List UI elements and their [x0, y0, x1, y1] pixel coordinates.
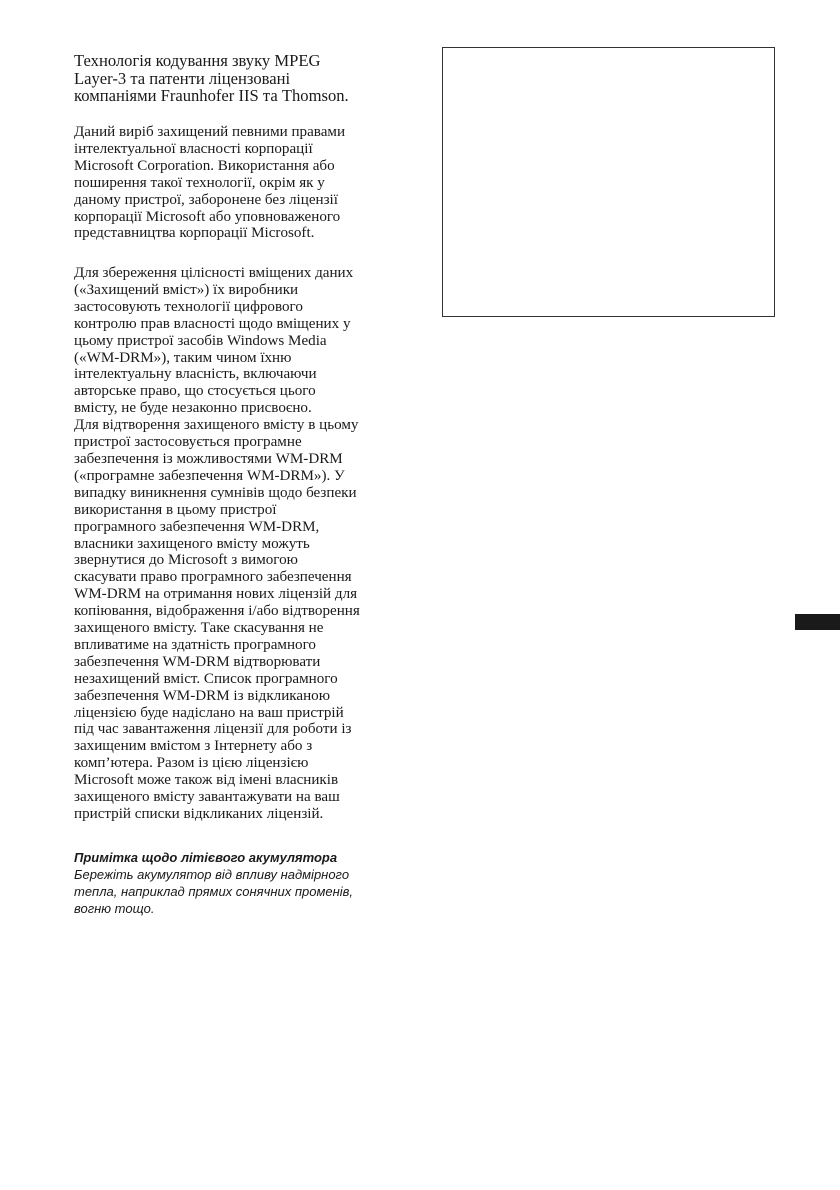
language-section-tab — [795, 614, 840, 630]
microsoft-ip-paragraph: Даний виріб захищений певними правами інтелектуальної власності корпорації Microsoft Corporation. Використання або поширення такої технології, окрім як у даному пристрої, заборонене без ліцензії корпорації Microsoft або уповноваженого представництва корпорації Microsoft. — [74, 124, 346, 242]
empty-frame — [442, 47, 775, 317]
battery-note-title: Примітка щодо літієвого акумулятора — [74, 850, 338, 865]
battery-note-body: Бережіть акумулятор від впливу надмірного тепла, наприклад прямих сонячних променів, вогню тощо. — [74, 867, 354, 916]
battery-note — [74, 849, 414, 917]
wm-drm-paragraph: Для збереження цілісності вміщених даних («Захищений вміст») їх виробники застосовують технології цифрового контролю прав власності щодо вміщених у цьому пристрої засобів Windows Media («WM-DRM»), таким чином їхню інтелектуальну власність, включаючи авторське право, що стосується цього вмісту, не буде незаконно присвоєно. Для відтворення захищеного вмісту в цьому пристрої застосовується програмне забезпечення із можливостями WM-DRM («програмне забезпечення WM-DRM»). У випадку виникнення сумнівів щодо безпеки використання в цьому пристрої програмного забезпечення WM-DRM, власники захищеного вмісту можуть звернутися до Microsoft з вимогою скасувати право програмного забезпечення WM-DRM на отримання нових ліцензій для копіювання, відображення і/або відтворення захищеного вмісту. Таке скасування не впливатиме на здатність програмного забезпечення WM-DRM відтворювати незахищений вміст. Список програмного забезпечення WM-DRM із відкликаною ліцензією буде надіслано на ваш пристрій під час завантаження ліцензії для роботи із захищеним вмістом з Інтернету або з комп’ютера. Разом із цією ліцензією Microsoft може також від імені власників захищеного вмісту завантажувати на ваш пристрій списки відкликаних ліцензій. — [74, 265, 360, 822]
mp3-license-paragraph: Технологія кодування звуку MPEG Layer-3 та патенти ліцензовані компаніями Fraunhofer IIS та Thomson. — [74, 51, 349, 106]
